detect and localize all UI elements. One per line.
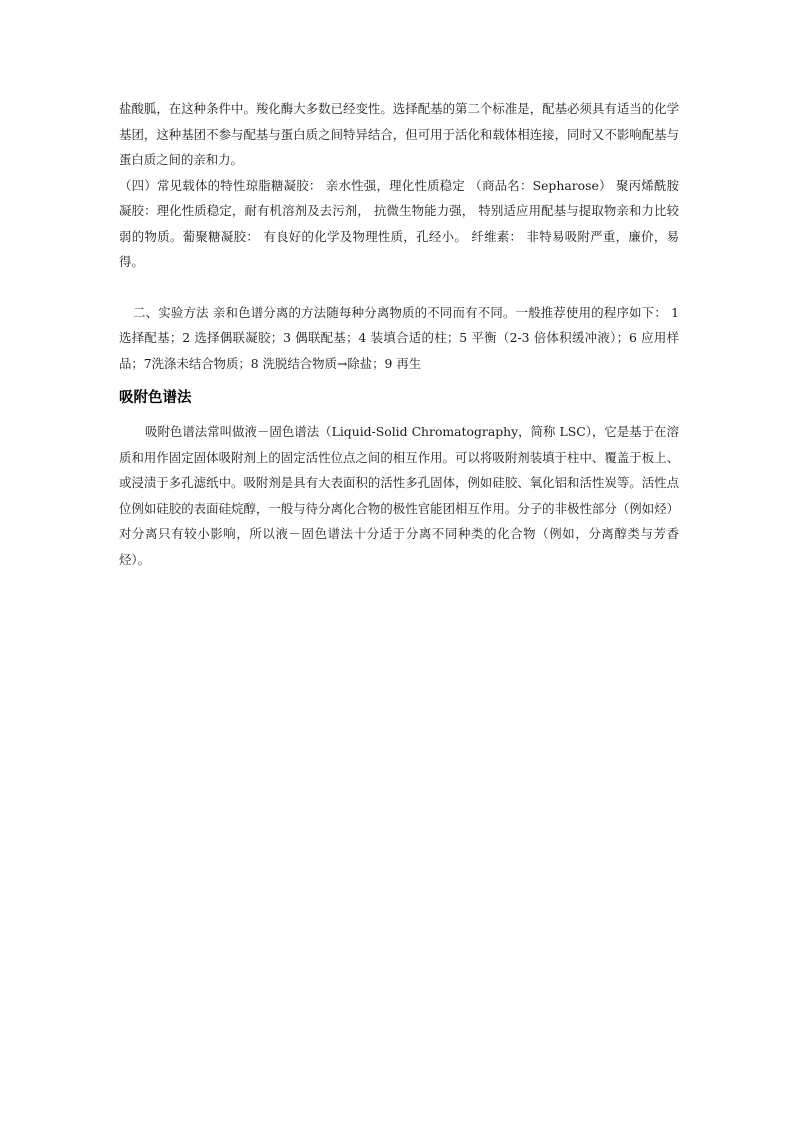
paragraph-ligand-criteria: 盐酸胍，在这种条件中。羧化酶大多数已经变性。选择配基的第二个标准是，配基必须具有适当的化学基团，这种基团不参与配基与蛋白质之间特异结合，但可用于活化和载体相连接，同时又不影响配基与蛋白质之间的亲和力。 <box>119 101 679 167</box>
paragraph-experimental-method: 二、实验方法 亲和色谱分离的方法随每种分离物质的不同而有不同。一般推荐使用的程序如下： 1选择配基；2 选择偶联凝胶；3 偶联配基；4 装填合适的柱；5 平衡（2-3 倍体积缓冲液）；6 应用样品；7洗涤未结合物质；8 洗脱结合物质→除盐；9 再生 <box>119 304 679 371</box>
section-heading-adsorption-chromatography: 吸附色谱法 <box>119 390 192 406</box>
paragraph-carrier-properties: （四）常见载体的特性琼脂糖凝胶： 亲水性强，理化性质稳定 （商品名：Sepharose） 聚丙烯酰胺凝胶：理化性质稳定，耐有机溶剂及去污剂， 抗微生物能力强， 特别适应用配基与提取物亲和力比较弱的物质。葡聚糖凝胶： 有良好的化学及物理性质，孔经小。 纤维素： 非特易吸附严重，廉价，易得。 <box>119 177 679 269</box>
paragraph-spacer <box>119 275 679 300</box>
paragraph-adsorption-chromatography: 吸附色谱法常叫做液－固色谱法（Liquid-Solid Chromatography，简称 LSC），它是基于在溶质和用作固定固体吸附剂上的固定活性位点之间的相互作用。可以将吸附剂装填于柱中、覆盖于板上、或浸渍于多孔滤纸中。吸附剂是具有大表面积的活性多孔固体，例如硅胶、氧化铝和活性炭等。活性点位例如硅胶的表面硅烷醇，一般与待分离化合物的极性官能团相互作用。分子的非极性部分（例如烃）对分离只有较小影响，所以液－固色谱法十分适于分离不同种类的化合物（例如，分离醇类与芳香烃）。 <box>119 424 679 567</box>
document-body <box>119 96 679 572</box>
